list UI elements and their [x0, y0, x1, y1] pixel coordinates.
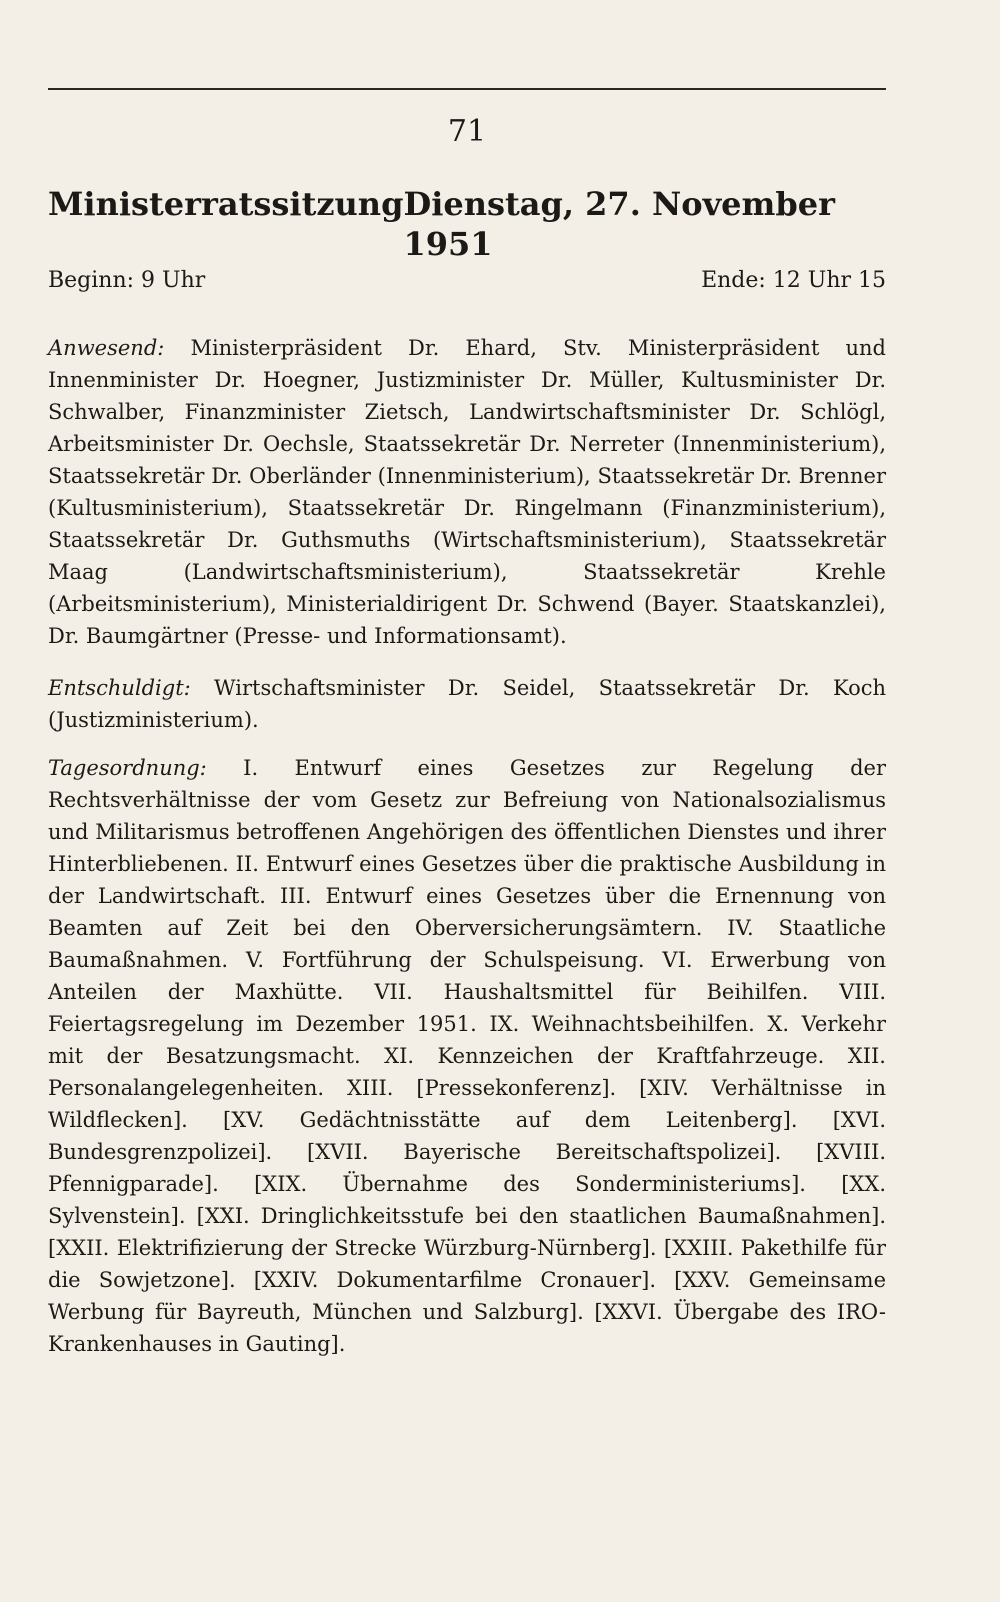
excused-label: Entschuldigt:	[48, 676, 191, 700]
session-title: Ministerratssitzung	[48, 185, 404, 223]
document-page	[48, 0, 886, 1602]
excused-text: Wirtschaftsminister Dr. Seidel, Staatssekretär Dr. Koch (Justizministerium).	[48, 676, 886, 732]
end-time: Ende: 12 Uhr 15	[701, 268, 886, 293]
excused-paragraph	[48, 672, 886, 736]
session-title-row	[48, 184, 886, 264]
header-rule	[48, 88, 886, 90]
session-date: Dienstag, 27. November 1951	[403, 185, 835, 263]
page-number: 71	[447, 114, 487, 149]
attendees-label: Anwesend:	[48, 336, 165, 360]
attendees-paragraph	[48, 332, 886, 652]
agenda-text: I. Entwurf eines Gesetzes zur Regelung der Rechtsverhältnisse der vom Gesetz zur Befreiung von Nationalsozialismus und Militarismus betroffenen Angehörigen des öffentlichen Dienstes und ihrer Hinterbliebenen. II. Entwurf eines Gesetzes über die praktische Ausbildung in der Landwirtschaft. III. Entwurf eines Gesetzes über die Ernennung von Beamten auf Zeit bei den Oberversicherungsämtern. IV. Staatliche Baumaßnahmen. V. Fortführung der Schulspeisung. VI. Erwerbung von Anteilen der Maxhütte. VII. Haushaltsmittel für Beihilfen. VIII. Feiertagsregelung im Dezember 1951. IX. Weihnachtsbeihilfen. X. Verkehr mit der Besatzungsmacht. XI. Kennzeichen der Kraftfahrzeuge. XII. Personalangelegenheiten. XIII. [Pressekonferenz]. [XIV. Verhältnisse in Wildflecken]. [XV. Gedächtnisstätte auf dem Leitenberg]. [XVI. Bundesgrenzpolizei]. [XVII. Bayerische Bereitschaftspolizei]. [XVIII. Pfennigparade]. [XIX. Übernahme des Sonderministeriums]. [XX. Sylvenstein]. [XXI. Dringlichkeitsstufe bei den staatlichen Baumaßnahmen]. [XXII. Elektrifizierung der Strecke Würzburg-Nürnberg]. [XXIII. Pakethilfe für die Sowjetzone]. [XXIV. Dokumentarfilme Cronauer]. [XXV. Gemeinsame Werbung für Bayreuth, München und Salzburg]. [XXVI. Übergabe des IRO-Krankenhauses in Gauting].	[48, 756, 886, 1356]
agenda-label: Tagesordnung:	[48, 756, 207, 780]
attendees-text: Ministerpräsident Dr. Ehard, Stv. Ministerpräsident und Innenminister Dr. Hoegner, Justizminister Dr. Müller, Kultusminister Dr. Schwalber, Finanzminister Zietsch, Landwirtschaftsminister Dr. Schlögl, Arbeitsminister Dr. Oechsle, Staatssekretär Dr. Nerreter (Innenministerium), Staatssekretär Dr. Oberländer (Innenministerium), Staatssekretär Dr. Brenner (Kultusministerium), Staatssekretär Dr. Ringelmann (Finanzministerium), Staatssekretär Dr. Guthsmuths (Wirtschaftsministerium), Staatssekretär Maag (Landwirtschaftsministerium), Staatssekretär Krehle (Arbeitsministerium), Ministerialdirigent Dr. Schwend (Bayer. Staatskanzlei), Dr. Baumgärtner (Presse- und Informationsamt).	[48, 336, 886, 648]
begin-time: Beginn: 9 Uhr	[48, 268, 206, 293]
agenda-paragraph	[48, 752, 886, 1360]
session-times	[48, 266, 886, 296]
